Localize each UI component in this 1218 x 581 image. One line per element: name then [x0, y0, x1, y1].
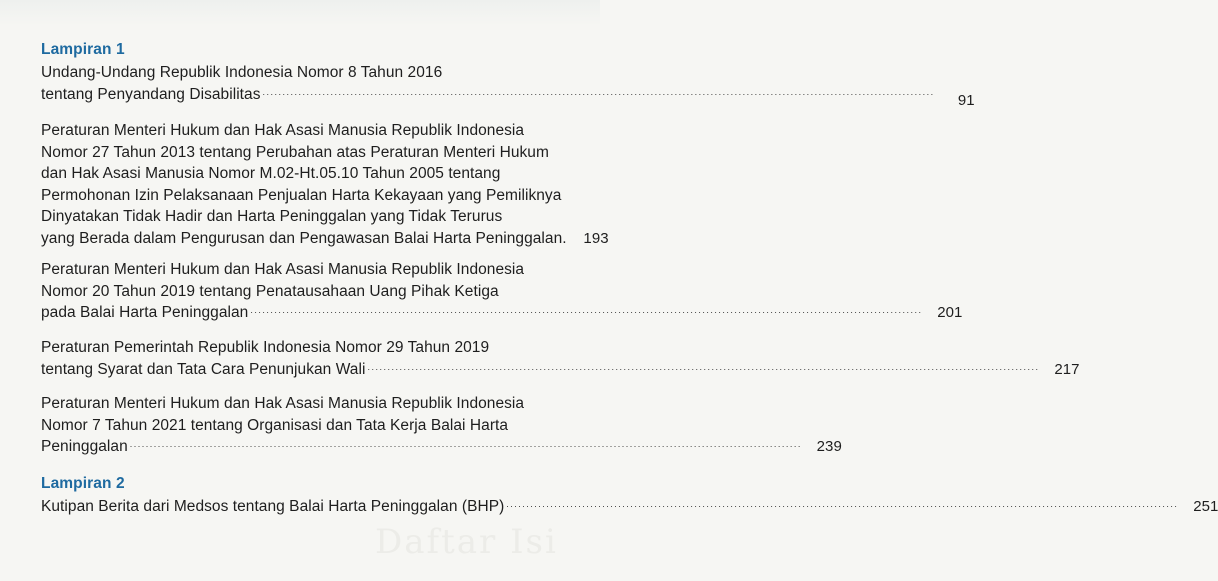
- toc-entry-4[interactable]: [41, 337, 1080, 380]
- page-number: 193: [583, 229, 609, 247]
- entry-line: Peraturan Menteri Hukum dan Hak Asasi Manusia Republik Indonesia: [41, 122, 525, 139]
- entry-line: Undang-Undang Republik Indonesia Nomor 8 Tahun 2016: [41, 64, 443, 81]
- entry-last-text: Kutipan Berita dari Medsos tentang Balai Harta Peninggalan (BHP): [41, 498, 505, 515]
- page-number: 251: [1193, 498, 1218, 515]
- leader-dots: ........................................................................................................................................................................: [129, 439, 802, 449]
- entry-last-line: [41, 84, 975, 109]
- page-number: 91: [957, 91, 975, 109]
- toc-entry-2[interactable]: [41, 120, 609, 249]
- top-shadow: [0, 0, 600, 26]
- entry-last-text: Peninggalan: [41, 438, 128, 455]
- entry-line: Nomor 27 Tahun 2013 tentang Perubahan atas Peraturan Menteri Hukum: [41, 143, 549, 161]
- entry-last-line: [41, 496, 1218, 518]
- entry-last-text: tentang Syarat dan Tata Cara Penunjukan Wali: [41, 360, 366, 378]
- entry-last-text: pada Balai Harta Peninggalan: [41, 304, 249, 321]
- entry-last-text: tentang Penyandang Disabilitas: [41, 85, 261, 103]
- watermark-text: Daftar Isi: [375, 522, 558, 562]
- entry-last-line: [41, 359, 1080, 381]
- entry-line: Permohonan Izin Pelaksanaan Penjualan Harta Kekayaan yang Pemiliknya: [41, 186, 562, 204]
- page-number: 239: [816, 438, 842, 455]
- leader-dots: ........................................................................................................................................................................: [506, 499, 1179, 509]
- entry-last-line: [41, 302, 963, 324]
- toc-entry-5[interactable]: [41, 393, 842, 458]
- toc-entry-1[interactable]: [41, 62, 975, 109]
- toc-entry-6[interactable]: [41, 496, 1218, 518]
- entry-last-line: [41, 436, 842, 458]
- entry-line: Peraturan Pemerintah Republik Indonesia Nomor 29 Tahun 2019: [41, 339, 490, 356]
- leader-dots: ........................................................................................................................................................................: [250, 305, 923, 315]
- entry-last-text: yang Berada dalam Pengurusan dan Pengawasan Balai Harta Peninggalan.: [41, 229, 567, 247]
- section-heading-lampiran-1: Lampiran 1: [41, 41, 125, 58]
- leader-dots: ........................................................................................................................................................................: [367, 361, 1040, 372]
- toc-entry-3[interactable]: [41, 259, 963, 324]
- entry-line: Peraturan Menteri Hukum dan Hak Asasi Manusia Republik Indonesia: [41, 395, 525, 412]
- page-number: 217: [1054, 360, 1080, 378]
- entry-line: Nomor 7 Tahun 2021 tentang Organisasi dan Tata Kerja Balai Harta: [41, 416, 509, 434]
- page-number: 201: [937, 304, 963, 321]
- entry-line: dan Hak Asasi Manusia Nomor M.02-Ht.05.10 Tahun 2005 tentang: [41, 165, 501, 182]
- entry-line: Dinyatakan Tidak Hadir dan Harta Peninggalan yang Tidak Terurus: [41, 208, 503, 225]
- section-heading-lampiran-2: Lampiran 2: [41, 475, 125, 492]
- entry-last-line: [41, 228, 609, 250]
- entry-line: Peraturan Menteri Hukum dan Hak Asasi Manusia Republik Indonesia: [41, 261, 525, 278]
- leader-dots: ........................................................................................................................................................................: [262, 86, 935, 97]
- entry-line: Nomor 20 Tahun 2019 tentang Penatausahaan Uang Pihak Ketiga: [41, 282, 499, 300]
